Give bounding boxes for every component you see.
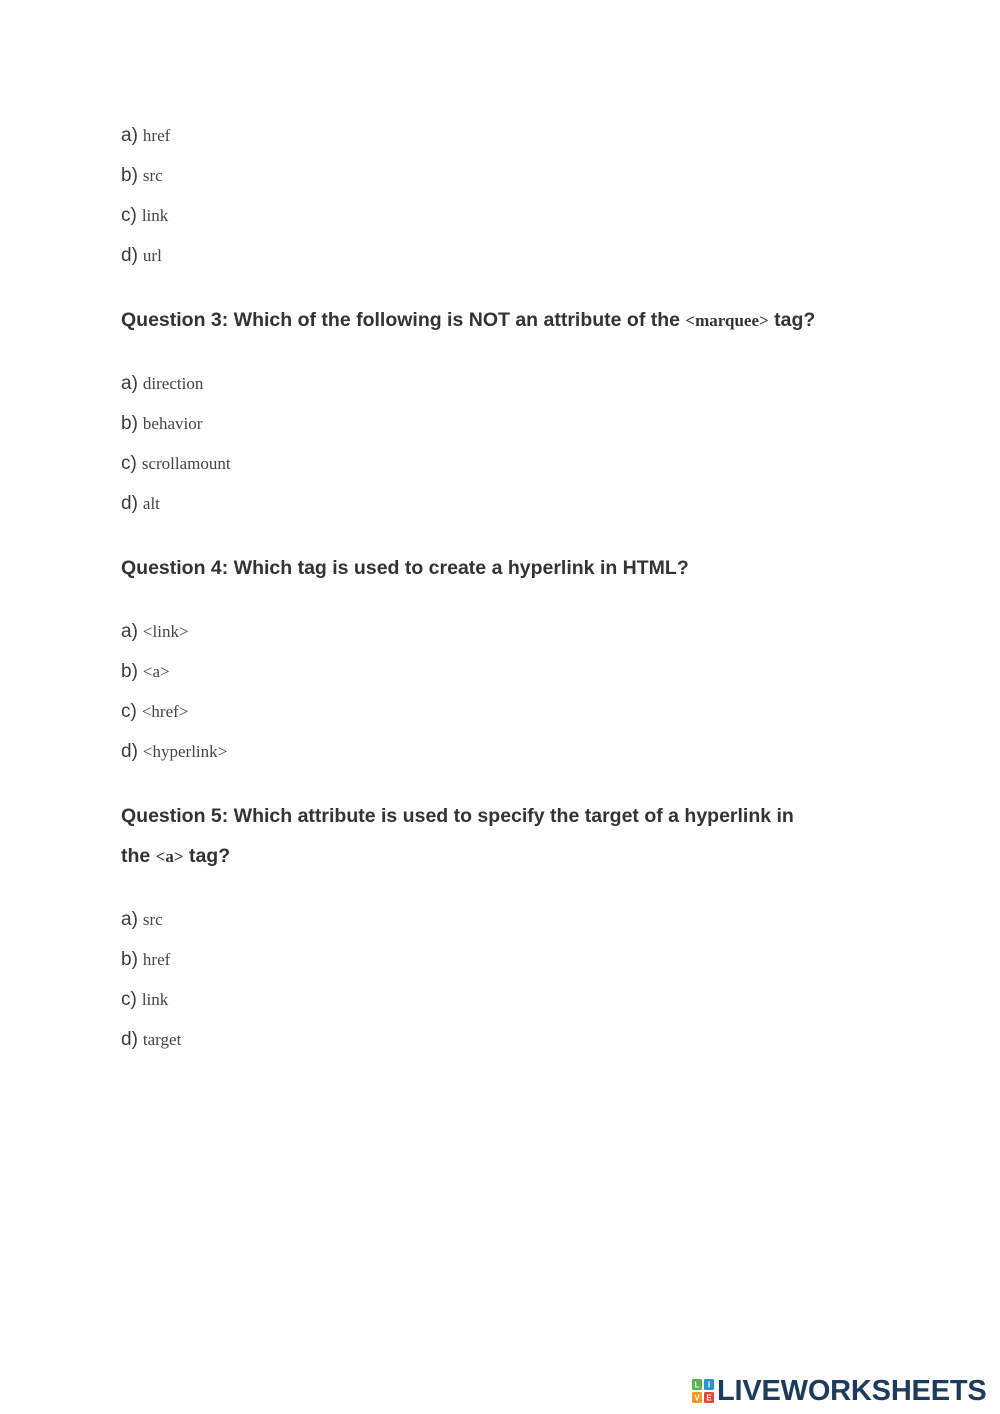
option-text: url [142,246,162,265]
logo-mark-letter: L [694,1380,700,1390]
list-item [121,986,168,1014]
question-code: <marquee> [685,311,769,330]
option-letter: c) [121,205,137,226]
list-item [121,1026,181,1054]
list-item [121,658,170,686]
option-text: behavior [142,414,203,433]
logo-mark-letter: I [707,1380,711,1390]
list-item [121,450,231,478]
option-text: direction [142,374,204,393]
question-text: tag? [768,309,816,331]
list-item [121,698,188,726]
list-item [121,946,170,974]
option-text: src [142,910,163,929]
option-text: href [142,126,171,145]
list-item [121,738,227,766]
option-letter: b) [121,413,138,434]
option-letter: b) [121,165,138,186]
liveworksheets-logo [692,1375,987,1407]
list-item [121,490,160,518]
list-item [121,370,203,398]
list-item [121,202,168,230]
logo-text: LIVEWORKSHEETS [717,1375,987,1407]
option-letter: c) [121,701,137,722]
question-3-heading [121,305,815,335]
option-letter: c) [121,453,137,474]
option-letter: a) [121,125,138,146]
question-5-heading-line2 [121,841,230,871]
option-text: link [141,206,169,225]
option-letter: b) [121,949,138,970]
option-text: scrollamount [141,454,231,473]
option-letter: d) [121,493,138,514]
option-text: href [142,950,171,969]
option-text: link [141,990,169,1009]
list-item [121,242,162,270]
question-text: Question 3: Which of the following is NOT an attribute of the [121,309,686,331]
question-5-heading-line1: Question 5: Which attribute is used to specify the target of a hyperlink in [121,805,794,827]
list-item [121,906,163,934]
list-item [121,410,202,438]
list-item [121,618,189,646]
option-text: src [142,166,163,185]
option-letter: d) [121,1029,138,1050]
option-letter: d) [121,245,138,266]
logo-mark-letter: E [706,1393,712,1403]
option-text: alt [142,494,160,513]
logo-mark-letter: V [694,1393,700,1403]
option-letter: a) [121,373,138,394]
option-letter: d) [121,741,138,762]
question-text: the [121,845,156,867]
question-4-heading: Question 4: Which tag is used to create a hyperlink in HTML? [121,557,689,579]
option-text: <link> [142,622,189,641]
logo-mark-icon [692,1379,714,1403]
option-letter: c) [121,989,137,1010]
option-text: target [142,1030,182,1049]
option-text: <href> [141,702,189,721]
question-code: <a> [155,847,184,866]
option-text: <a> [142,662,170,681]
list-item [121,122,170,150]
list-item [121,162,163,190]
option-letter: a) [121,909,138,930]
option-letter: a) [121,621,138,642]
option-letter: b) [121,661,138,682]
option-text: <hyperlink> [142,742,228,761]
question-text: tag? [183,845,231,867]
